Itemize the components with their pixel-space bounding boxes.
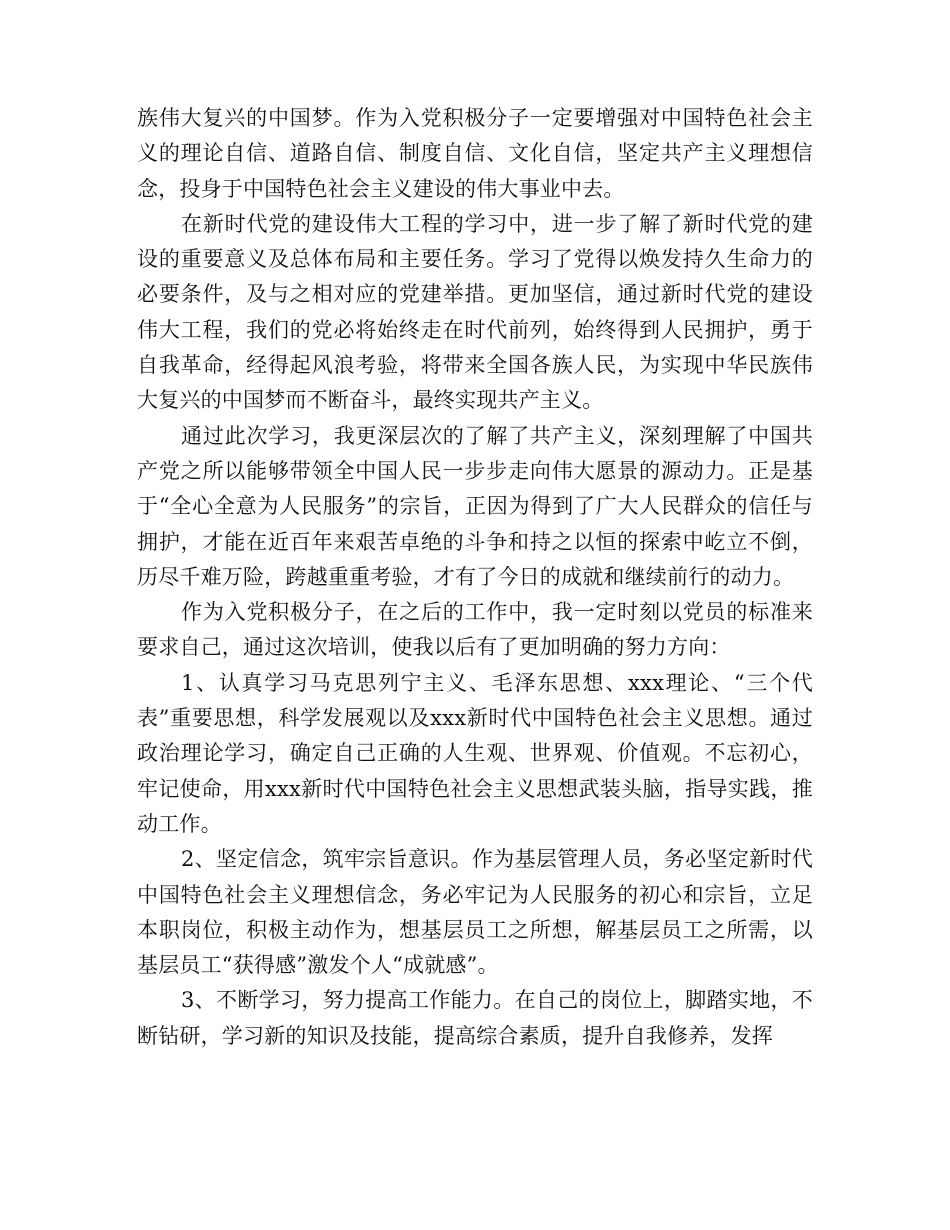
paragraph-communism-study: 通过此次学习，我更深层次的了解了共产主义，深刻理解了中国共产党之所以能够带领全中国人民一步步走向伟大愿景的源动力。正是基于“全心全意为人民服务”的宗旨，正因为得到了广大人民群众的信任与拥护，才能在近百年来艰苦卓绝的斗争和持之以恒的探索中屹立不倒，历尽千难万险，跨越重重考验，才有了今日的成就和继续前行的动力。 xyxy=(137,423,813,589)
document-page xyxy=(137,101,813,1054)
list-item-2: 2、坚定信念，筑牢宗旨意识。作为基层管理人员，务必坚定新时代中国特色社会主义理想信念，务必牢记为人民服务的初心和宗旨，立足本职岗位，积极主动作为，想基层员工之所想，解基层员工之所需，以基层员工“获得感”激发个人“成就感”。 xyxy=(137,847,813,978)
paragraph-party-building: 在新时代党的建设伟大工程的学习中，进一步了解了新时代党的建设的重要意义及总体布局和主要任务。学习了党得以焕发持久生命力的必要条件，及与之相对应的党建举措。更加坚信，通过新时代党的建设伟大工程，我们的党必将始终走在时代前列，始终得到人民拥护，勇于自我革命，经得起风浪考验，将带来全国各族人民，为实现中华民族伟大复兴的中国梦而不断奋斗，最终实现共产主义。 xyxy=(137,211,813,413)
list-item-3: 3、不断学习，努力提高工作能力。在自己的岗位上，脚踏实地，不断钻研，学习新的知识及技能，提高综合素质，提升自我修养，发挥 xyxy=(137,988,813,1048)
paragraph-future-direction: 作为入党积极分子，在之后的工作中，我一定时刻以党员的标准来要求自己，通过这次培训，使我以后有了更加明确的努力方向： xyxy=(137,600,813,660)
list-item-1: 1、认真学习马克思列宁主义、毛泽东思想、xxx理论、“三个代表”重要思想，科学发展观以及xxx新时代中国特色社会主义思想。通过政治理论学习，确定自己正确的人生观、世界观、价值观。不忘初心，牢记使命，用xxx新时代中国特色社会主义思想武装头脑，指导实践，推动工作。 xyxy=(137,670,813,836)
paragraph-continuation: 族伟大复兴的中国梦。作为入党积极分子一定要增强对中国特色社会主义的理论自信、道路自信、制度自信、文化自信，坚定共产主义理想信念，投身于中国特色社会主义建设的伟大事业中去。 xyxy=(137,106,813,201)
